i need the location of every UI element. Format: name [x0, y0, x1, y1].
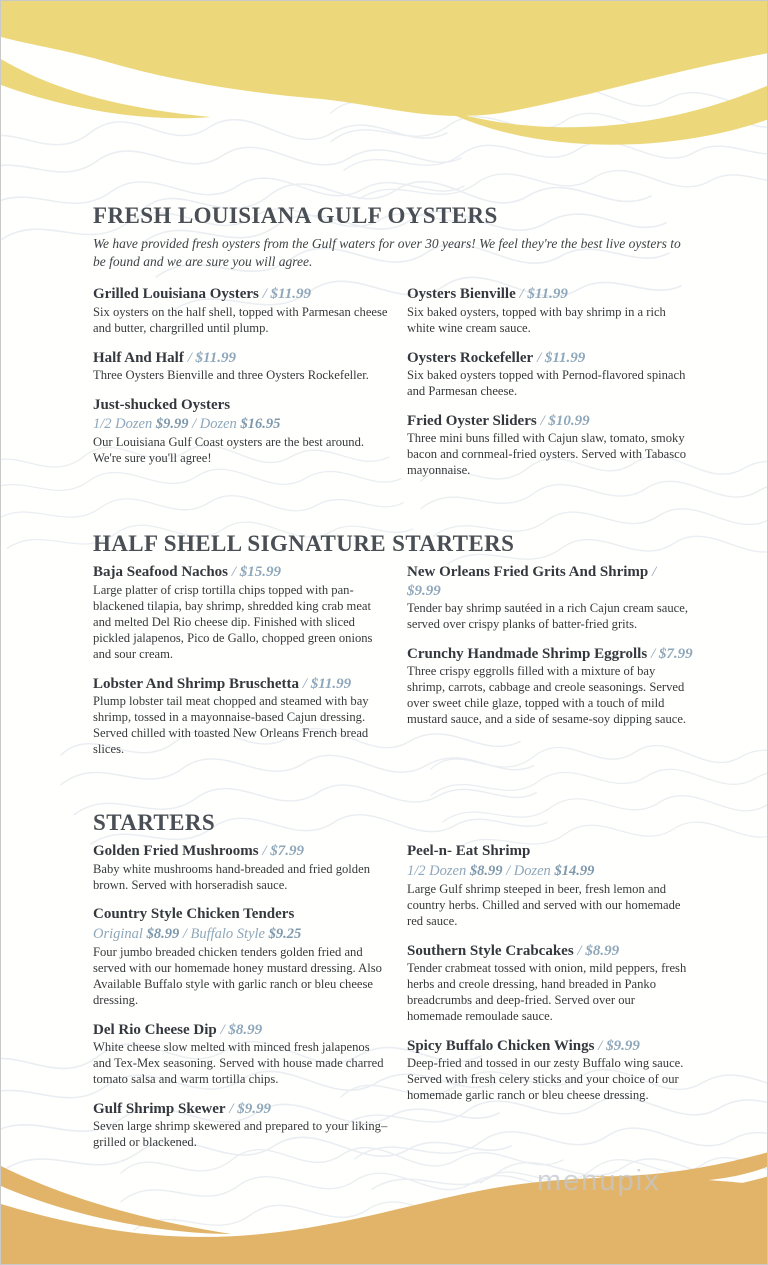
- item-price-options: [407, 862, 693, 880]
- top-wave-decoration: [1, 1, 768, 201]
- menu-item: [93, 1021, 389, 1088]
- item-price: $9.99: [237, 1101, 271, 1118]
- price-option-value: $16.95: [240, 416, 281, 433]
- item-price: $11.99: [310, 675, 352, 692]
- item-description: Our Louisiana Gulf Coast oysters are the best around. We're sure you'll agree!: [93, 435, 365, 466]
- menu-column-right: [407, 563, 693, 740]
- price-separator: /: [179, 925, 191, 942]
- price-option-label: Dozen: [513, 862, 555, 879]
- item-name-price: [407, 412, 693, 430]
- section-title: HALF SHELL SIGNATURE STARTERS: [93, 531, 515, 557]
- item-description: Three crispy eggrolls filled with a mixture of bay shrimp, carrots, cabbage and creole seasonings. Served over sweet chile glaze, topped with a touch of mild mustard sauce, and a side of sesame-soy dipping sauce.: [407, 664, 687, 727]
- price-option-label: 1/2 Dozen: [93, 416, 156, 433]
- price-separator: /: [183, 349, 196, 366]
- item-description: Large platter of crisp tortilla chips topped with pan-blackened tilapia, bay shrimp, shredded king crab meat and melted Del Rio cheese dip. Finished with sliced pickled jalapenos, Pico de Gallo, chopped green onions and sour cream.: [93, 582, 373, 661]
- menu-item: [93, 563, 389, 662]
- item-name: Baja Seafood Nachos: [93, 564, 229, 581]
- item-description: Six oysters on the half shell, topped with Parmesan cheese and butter, chargrilled until plump.: [93, 304, 388, 335]
- item-name: Fried Oyster Sliders: [407, 412, 537, 429]
- menu-column-left: [93, 842, 389, 1163]
- item-price-options: [93, 925, 389, 943]
- menu-section: [93, 531, 693, 770]
- section-columns: [93, 285, 693, 491]
- item-price-options: [93, 415, 389, 433]
- menu-item: [93, 396, 389, 467]
- item-name-price: [93, 1100, 389, 1118]
- item-description: Three Oysters Bienville and three Oysters Rockefeller.: [93, 367, 369, 382]
- menu-column-left: [93, 285, 389, 479]
- item-name-price: [407, 563, 693, 600]
- item-description: Deep-fried and tossed in our zesty Buffalo wing sauce. Served with fresh celery sticks and your choice of our homemade garlic ranch or bleu cheese dressing.: [407, 1056, 684, 1103]
- price-option-label: Buffalo Style: [190, 925, 269, 942]
- item-name: Half And Half: [93, 349, 184, 366]
- section-title: FRESH LOUISIANA GULF OYSTERS: [93, 203, 498, 228]
- item-description: Large Gulf shrimp steeped in beer, fresh lemon and country herbs. Chilled and served with our homemade red sauce.: [407, 881, 681, 928]
- item-name-price: [407, 842, 693, 860]
- menu-item: [93, 285, 389, 336]
- section-columns: [93, 842, 693, 1163]
- item-name: Southern Style Crabcakes: [407, 942, 574, 959]
- section-subtitle: We have provided fresh oysters from the Gulf waters for over 30 years! We feel they're the best live oysters to be found and we are sure you will agree.: [93, 236, 681, 269]
- item-price: $11.99: [195, 349, 236, 366]
- item-price: $11.99: [527, 286, 568, 303]
- item-name: New Orleans Fried Grits And Shrimp: [407, 564, 649, 581]
- item-description: Seven large shrimp skewered and prepared to your liking–grilled or blackened.: [93, 1119, 388, 1150]
- price-separator: /: [228, 564, 240, 581]
- menu-item: [407, 563, 693, 633]
- price-separator: /: [533, 349, 545, 366]
- item-name: Oysters Rockefeller: [407, 349, 534, 366]
- watermark-text: menupix: [537, 1165, 661, 1197]
- price-separator: /: [216, 1021, 229, 1038]
- price-separator: /: [536, 412, 549, 429]
- price-separator: /: [573, 942, 586, 959]
- menu-column-left: [93, 563, 389, 769]
- item-price: $15.99: [239, 564, 281, 581]
- item-name-price: [93, 285, 389, 303]
- item-price: $8.99: [585, 942, 620, 959]
- item-name: Spicy Buffalo Chicken Wings: [407, 1037, 595, 1054]
- item-price: $7.99: [658, 646, 693, 663]
- menu-item: [407, 942, 693, 1025]
- menu-item: [407, 645, 693, 728]
- menu-item: [407, 349, 693, 400]
- item-price: $10.99: [548, 412, 590, 429]
- price-option-value: $9.25: [268, 925, 302, 942]
- item-name-price: [407, 942, 693, 960]
- item-name: Crunchy Handmade Shrimp Eggrolls: [407, 646, 648, 663]
- item-name: Peel-n- Eat Shrimp: [407, 843, 531, 860]
- price-separator: /: [647, 646, 659, 663]
- price-separator: /: [299, 675, 311, 692]
- section-columns: [93, 563, 693, 769]
- item-price: $9.99: [606, 1037, 640, 1054]
- item-name: Del Rio Cheese Dip: [93, 1021, 217, 1038]
- menu-section: [93, 203, 693, 491]
- item-name: Grilled Louisiana Oysters: [93, 286, 259, 303]
- menu-item: [407, 842, 693, 929]
- price-option-value: $9.99: [155, 416, 189, 433]
- menu-item: [93, 1100, 389, 1151]
- item-name-price: [93, 563, 389, 581]
- item-name-price: [93, 842, 389, 860]
- menu-item: [407, 1037, 693, 1104]
- item-price: $8.99: [228, 1021, 263, 1038]
- menu-item: [407, 285, 693, 336]
- item-description: Six baked oysters, topped with bay shrimp in a rich white wine cream sauce.: [407, 304, 666, 335]
- price-separator: /: [258, 286, 271, 303]
- menu-item: [93, 675, 389, 758]
- item-name: Golden Fried Mushrooms: [93, 843, 259, 860]
- item-price: $11.99: [270, 286, 311, 303]
- item-description: Six baked oysters topped with Pernod-flavored spinach and Parmesan cheese.: [407, 367, 686, 398]
- price-separator: /: [515, 286, 528, 303]
- item-name-price: [93, 1021, 389, 1039]
- menu-column-right: [407, 285, 693, 491]
- price-separator: /: [258, 843, 271, 860]
- item-price: $7.99: [270, 843, 304, 860]
- item-name: Country Style Chicken Tenders: [93, 906, 295, 923]
- price-separator: /: [225, 1101, 238, 1118]
- item-name-price: [407, 645, 693, 663]
- menu-section: [93, 810, 693, 1163]
- item-name-price: [93, 905, 389, 923]
- item-name: Lobster And Shrimp Bruschetta: [93, 675, 300, 692]
- item-name: Oysters Bienville: [407, 286, 516, 303]
- item-description: Plump lobster tail meat chopped and steamed with bay shrimp, tossed in a mayonnaise-based Cajun dressing. Served chilled with toasted New Orleans French bread slices.: [93, 693, 369, 756]
- item-name-price: [93, 675, 389, 693]
- price-option-label: Dozen: [199, 416, 241, 433]
- menu-item: [93, 905, 389, 1008]
- menu-item: [407, 412, 693, 479]
- item-name-price: [407, 285, 693, 303]
- price-separator: /: [502, 862, 514, 879]
- item-name-price: [93, 349, 389, 367]
- menu-item: [93, 349, 389, 384]
- item-description: Three mini buns filled with Cajun slaw, tomato, smoky bacon and cornmeal-fried oysters. Served with Tabasco mayonnaise.: [407, 431, 686, 478]
- section-title: STARTERS: [93, 809, 216, 835]
- item-name-price: [407, 1037, 693, 1055]
- item-name-price: [407, 349, 693, 367]
- item-description: Baby white mushrooms hand-breaded and fried golden brown. Served with horseradish sauce.: [93, 861, 370, 892]
- item-name: Gulf Shrimp Skewer: [93, 1101, 226, 1118]
- item-name: Just-shucked Oysters: [93, 396, 231, 413]
- item-name-price: [93, 396, 389, 414]
- price-option-value: $14.99: [554, 862, 595, 879]
- price-option-value: $8.99: [469, 862, 503, 879]
- menu-item: [93, 842, 389, 893]
- item-description: Tender bay shrimp sautéed in a rich Cajun cream sauce, served over crispy planks of batter-fried grits.: [407, 601, 688, 632]
- price-separator: /: [594, 1037, 607, 1054]
- item-description: Four jumbo breaded chicken tenders golden fried and served with our homemade honey mustard dressing. Also Available Buffalo style with garlic ranch or bleu cheese dressing.: [93, 944, 382, 1007]
- item-description: White cheese slow melted with minced fresh jalapenos and Tex-Mex seasoning. Served with house made charred tomato salsa and warm tortilla chips.: [93, 1040, 384, 1087]
- item-price: $9.99: [407, 582, 441, 599]
- menu-sections: [93, 203, 693, 1201]
- item-description: Tender crabmeat tossed with onion, mild peppers, fresh herbs and creole dressing, hand breaded in Panko breadcrumbs and deep-fried. Served over our homemade remoulade sauce.: [407, 960, 687, 1023]
- price-separator: /: [188, 416, 200, 433]
- menu-column-right: [407, 842, 693, 1116]
- price-option-value: $8.99: [146, 925, 180, 942]
- item-price: $11.99: [544, 349, 586, 366]
- price-separator: /: [648, 564, 657, 581]
- price-option-label: Original: [93, 925, 147, 942]
- price-option-label: 1/2 Dozen: [407, 862, 470, 879]
